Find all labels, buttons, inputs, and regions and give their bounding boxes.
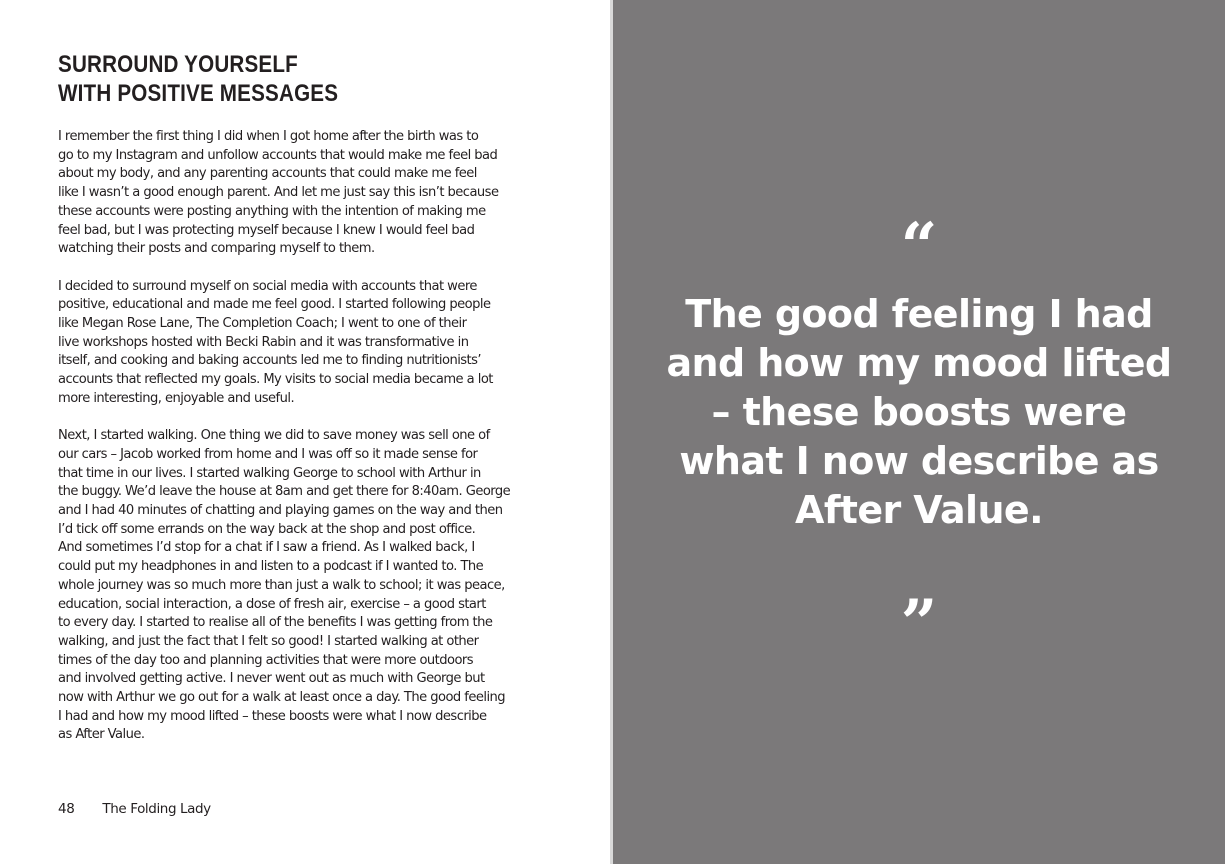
text-line: walking, and just the fact that I felt so good! I started walking at other: [58, 633, 479, 649]
page-footer: [58, 801, 211, 817]
text-line: about my body, and any parenting accounts that could make me feel: [58, 166, 477, 182]
text-line: whole journey was so much more than just a walk to school; it was peace,: [58, 577, 505, 593]
text-line: and I had 40 minutes of chatting and playing games on the way and then: [58, 503, 503, 519]
pull-quote-line: The good feeling I had: [685, 292, 1153, 336]
text-line: accounts that reflected my goals. My visits to social media became a lot: [58, 372, 493, 388]
pull-quote-line: and how my mood lifted: [666, 341, 1172, 385]
text-line: our cars – Jacob worked from home and I was off so it made sense for: [58, 446, 478, 462]
text-line: like I wasn’t a good enough parent. And let me just say this isn’t because: [58, 185, 499, 201]
text-line: like Megan Rose Lane, The Completion Coach; I went to one of their: [58, 316, 467, 332]
pull-quote-line: – these boosts were: [711, 390, 1127, 434]
pull-quote-line: After Value.: [795, 488, 1043, 532]
text-line: I remember the first thing I did when I got home after the birth was to: [58, 129, 479, 144]
text-line: watching their posts and comparing myself to them.: [58, 241, 375, 257]
open-quote-mark: “: [900, 209, 938, 284]
text-line: live workshops hosted with Becki Rabin and it was transformative in: [58, 334, 469, 350]
right-page-pull-quote: [613, 0, 1225, 864]
text-line: these accounts were posting anything with the intention of making me: [58, 203, 486, 219]
text-line: feel bad, but I was protecting myself because I knew I would feel bad: [58, 222, 475, 238]
paragraph-3: [58, 427, 538, 745]
body-text: [58, 128, 538, 764]
text-line: to every day. I started to realise all of the benefits I was getting from the: [58, 615, 493, 631]
text-line: education, social interaction, a dose of fresh air, exercise – a good start: [58, 596, 486, 612]
text-line: I decided to surround myself on social media with accounts that were: [58, 278, 477, 294]
text-line: go to my Instagram and unfollow accounts that would make me feel bad: [58, 147, 498, 163]
text-line: as After Value.: [58, 727, 145, 743]
section-heading: [58, 50, 488, 108]
text-line: and involved getting active. I never went out as much with George but: [58, 671, 485, 687]
text-line: itself, and cooking and baking accounts led me to finding nutritionists’: [58, 353, 482, 369]
text-line: Next, I started walking. One thing we did to save money was sell one of: [58, 428, 490, 444]
text-line: I’d tick off some errands on the way back at the shop and post office.: [58, 521, 476, 537]
text-line: that time in our lives. I started walking George to school with Arthur in: [58, 465, 481, 481]
text-line: And sometimes I’d stop for a chat if I saw a friend. As I walked back, I: [58, 540, 475, 556]
paragraph-2: [58, 278, 538, 409]
page-number: 48: [58, 801, 75, 817]
text-line: now with Arthur we go out for a walk at least once a day. The good feeling: [58, 690, 506, 706]
text-line: could put my headphones in and listen to a podcast if I wanted to. The: [58, 559, 484, 575]
paragraph-1: [58, 128, 538, 259]
text-line: I had and how my mood lifted – these boosts were what I now describe: [58, 708, 487, 724]
text-line: more interesting, enjoyable and useful.: [58, 390, 295, 406]
text-line: times of the day too and planning activities that were more outdoors: [58, 652, 474, 668]
heading-line: WITH POSITIVE MESSAGES: [58, 80, 339, 107]
pull-quote-line: what I now describe as: [679, 439, 1159, 483]
text-line: the buggy. We’d leave the house at 8am and get there for 8:40am. George: [58, 484, 511, 500]
left-page: [0, 0, 610, 864]
text-line: positive, educational and made me feel good. I started following people: [58, 297, 491, 313]
heading-line: SURROUND YOURSELF: [58, 51, 298, 78]
book-title: The Folding Lady: [102, 801, 211, 817]
close-quote-mark: ”: [900, 586, 938, 661]
pull-quote: [613, 290, 1225, 535]
